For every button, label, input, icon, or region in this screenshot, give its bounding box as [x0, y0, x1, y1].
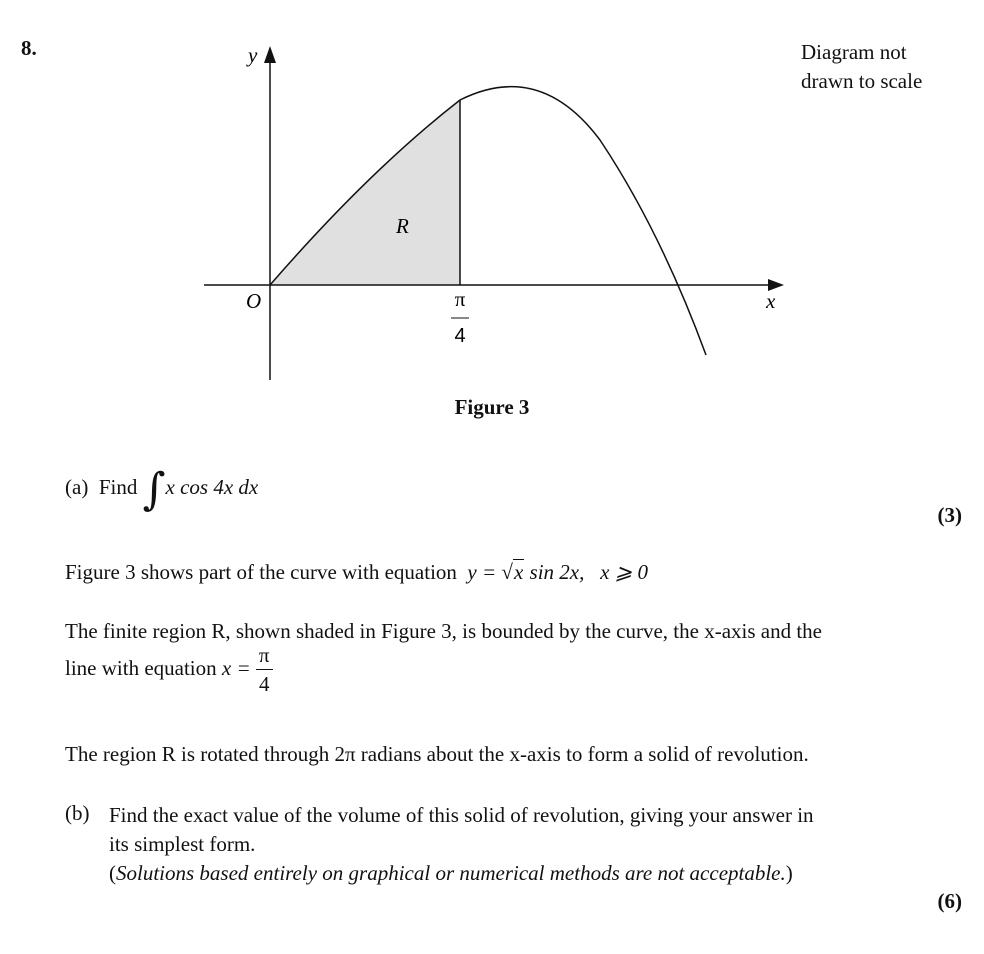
- equation-condition: x ⩾ 0: [600, 560, 649, 584]
- part-b-line-1: Find the exact value of the volume of this solid of revolution, giving your answer in: [109, 803, 814, 827]
- pi-over-4-fraction: [256, 645, 273, 695]
- figure-caption: Figure 3: [454, 395, 530, 419]
- figure-3-graph: [0, 0, 984, 400]
- tick-label-denominator: 4: [454, 325, 466, 347]
- part-a-label: (a): [65, 475, 89, 499]
- question-number: 8.: [21, 36, 37, 60]
- fraction-numerator: π: [256, 645, 273, 670]
- region-text-line-1: The finite region R, shown shaded in Figure 3, is bounded by the curve, the x-axis and the: [65, 619, 823, 643]
- note-close-paren: ): [785, 861, 793, 885]
- rotation-text: The region R is rotated through 2π radians about the x-axis to form a solid of revolution.: [65, 742, 809, 766]
- part-a-integrand: x cos 4x dx: [165, 475, 259, 499]
- shaded-region-r: [270, 100, 460, 285]
- curve-intro: [65, 560, 648, 585]
- curve-intro-text: Figure 3 shows part of the curve with equation: [65, 560, 457, 584]
- equation-rest: sin 2x,: [529, 560, 585, 584]
- y-axis-label: y: [248, 43, 258, 67]
- sqrt-radicand: x: [513, 560, 524, 584]
- note-open-paren: (: [109, 861, 116, 885]
- region-text-line-2: [65, 645, 273, 695]
- fraction-denominator: 4: [258, 672, 270, 696]
- tick-label-numerator: π: [454, 287, 466, 311]
- region-label: R: [396, 214, 409, 238]
- part-b-line-2: its simplest form.: [109, 832, 256, 856]
- x-axis-label: x: [766, 289, 776, 313]
- part-a-marks: (3): [937, 503, 962, 527]
- region-x-eq: x =: [221, 655, 251, 680]
- note-text: Solutions based entirely on graphical or numerical methods are not acceptable.: [116, 861, 786, 885]
- part-b-marks: (6): [937, 889, 962, 913]
- y-axis-arrow-icon: [264, 46, 276, 63]
- part-a: [65, 464, 259, 515]
- part-a-find: Find: [98, 475, 138, 499]
- part-b-label: (b): [65, 801, 90, 825]
- diagram-note-line-1: Diagram not: [801, 40, 907, 64]
- origin-label: O: [246, 289, 262, 313]
- diagram-note-line-2: drawn to scale: [801, 69, 923, 93]
- integral-sign: ∫: [142, 464, 166, 515]
- sqrt-expression: √x: [501, 560, 524, 584]
- part-b-note: [109, 859, 814, 888]
- part-b-body: [109, 801, 814, 888]
- region-text-prefix: line with equation: [65, 655, 217, 680]
- equation-y: y =: [467, 560, 497, 584]
